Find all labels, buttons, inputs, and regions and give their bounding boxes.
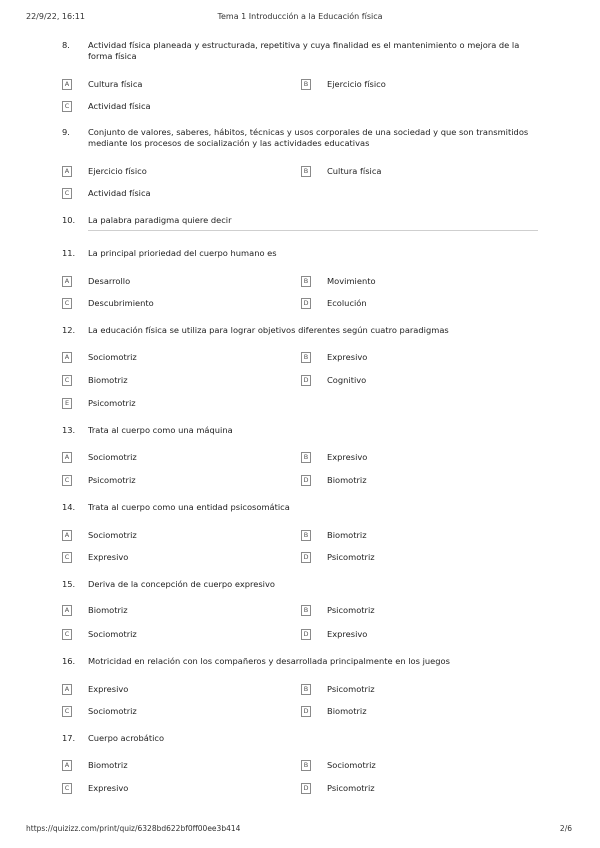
question-number: 8.	[62, 40, 70, 50]
option-text: Ejercicio físico	[327, 79, 386, 89]
question-number: 10.	[62, 215, 76, 225]
option-text: Ecolución	[327, 298, 367, 308]
option-text: Sociomotriz	[88, 452, 137, 462]
option-letter-box: D	[301, 375, 311, 386]
question-text: La educación física se utiliza para lograr objetivos diferentes según cuatro paradigmas	[88, 325, 449, 335]
option-text: Psicomotriz	[327, 783, 375, 793]
option-text: Expresivo	[327, 352, 368, 362]
option-text: Sociomotriz	[88, 530, 137, 540]
option-letter-box: D	[301, 783, 311, 794]
option-text: Expresivo	[88, 684, 129, 694]
option-letter-box: A	[62, 760, 72, 771]
option-text: Ejercicio físico	[88, 166, 147, 176]
option-letter-box: A	[62, 166, 72, 177]
option-letter-box: D	[301, 629, 311, 640]
question-number: 17.	[62, 733, 76, 743]
option-text: Actividad física	[88, 101, 151, 111]
question-text: La principal prioriedad del cuerpo humano es	[88, 248, 277, 258]
option-text: Psicomotriz	[88, 475, 136, 485]
option-letter-box: C	[62, 101, 72, 112]
question-text: Cuerpo acrobático	[88, 733, 165, 743]
option-letter-box: C	[62, 552, 72, 563]
question-number: 12.	[62, 325, 76, 335]
question-text: Trata al cuerpo como una máquina	[88, 425, 233, 435]
question-text: La palabra paradigma quiere decir	[88, 215, 232, 225]
print-date: 22/9/22, 16:11	[26, 12, 85, 21]
option-text: Sociomotriz	[327, 760, 376, 770]
option-text: Psicomotriz	[327, 605, 375, 615]
option-letter-box: B	[301, 760, 311, 771]
option-letter-box: D	[301, 552, 311, 563]
answer-line	[88, 230, 538, 231]
option-letter-box: A	[62, 79, 72, 90]
option-letter-box: B	[301, 452, 311, 463]
option-letter-box: D	[301, 298, 311, 309]
option-letter-box: B	[301, 605, 311, 616]
option-letter-box: D	[301, 706, 311, 717]
question-number: 16.	[62, 656, 76, 666]
option-text: Sociomotriz	[88, 629, 137, 639]
option-letter-box: B	[301, 530, 311, 541]
page-number: 2/6	[559, 824, 572, 833]
option-letter-box: A	[62, 276, 72, 287]
question-number: 11.	[62, 248, 76, 258]
option-text: Cognitivo	[327, 375, 367, 385]
option-letter-box: C	[62, 706, 72, 717]
option-text: Biomotriz	[88, 605, 128, 615]
option-letter-box: A	[62, 530, 72, 541]
option-text: Sociomotriz	[88, 352, 137, 362]
option-text: Biomotriz	[88, 760, 128, 770]
option-text: Biomotriz	[88, 375, 128, 385]
option-letter-box: A	[62, 605, 72, 616]
option-letter-box: C	[62, 188, 72, 199]
question-text: Actividad física planeada y estructurada, repetitiva y cuya finalidad es el mantenimiento o mejora de la forma física	[88, 40, 520, 61]
option-text: Sociomotriz	[88, 706, 137, 716]
option-text: Expresivo	[88, 552, 129, 562]
option-letter-box: C	[62, 629, 72, 640]
question-text: Deriva de la concepción de cuerpo expresivo	[88, 579, 275, 589]
option-text: Movimiento	[327, 276, 376, 286]
option-letter-box: E	[62, 398, 72, 409]
option-letter-box: B	[301, 166, 311, 177]
question-number: 9.	[62, 127, 70, 137]
option-letter-box: A	[62, 352, 72, 363]
option-letter-box: C	[62, 298, 72, 309]
question-text: Conjunto de valores, saberes, hábitos, técnicas y usos corporales de una sociedad y que son transmitidos mediante los procesos de socialización y las actividades educativas	[88, 127, 529, 148]
option-letter-box: A	[62, 684, 72, 695]
option-text: Psicomotriz	[327, 684, 375, 694]
option-text: Psicomotriz	[88, 398, 136, 408]
footer-url: https://quizizz.com/print/quiz/6328bd622bf0ff00ee3b414	[26, 824, 241, 833]
option-text: Expresivo	[327, 629, 368, 639]
option-text: Cultura física	[88, 79, 143, 89]
option-text: Descubrimiento	[88, 298, 154, 308]
option-text: Biomotriz	[327, 530, 367, 540]
option-text: Psicomotriz	[327, 552, 375, 562]
option-text: Expresivo	[327, 452, 368, 462]
question-number: 14.	[62, 502, 76, 512]
option-letter-box: B	[301, 276, 311, 287]
option-text: Cultura física	[327, 166, 382, 176]
question-number: 15.	[62, 579, 76, 589]
option-letter-box: B	[301, 684, 311, 695]
option-letter-box: C	[62, 783, 72, 794]
option-text: Biomotriz	[327, 706, 367, 716]
option-letter-box: C	[62, 375, 72, 386]
option-letter-box: A	[62, 452, 72, 463]
option-text: Actividad física	[88, 188, 151, 198]
question-text: Trata al cuerpo como una entidad psicosomática	[88, 502, 290, 512]
option-text: Expresivo	[88, 783, 129, 793]
option-letter-box: B	[301, 79, 311, 90]
option-text: Biomotriz	[327, 475, 367, 485]
option-letter-box: B	[301, 352, 311, 363]
option-text: Desarrollo	[88, 276, 131, 286]
option-letter-box: D	[301, 475, 311, 486]
document-title: Tema 1 Introducción a la Educación física	[217, 12, 383, 21]
question-number: 13.	[62, 425, 76, 435]
question-text: Motricidad en relación con los compañeros y desarrollada principalmente en los juegos	[88, 656, 450, 666]
option-letter-box: C	[62, 475, 72, 486]
